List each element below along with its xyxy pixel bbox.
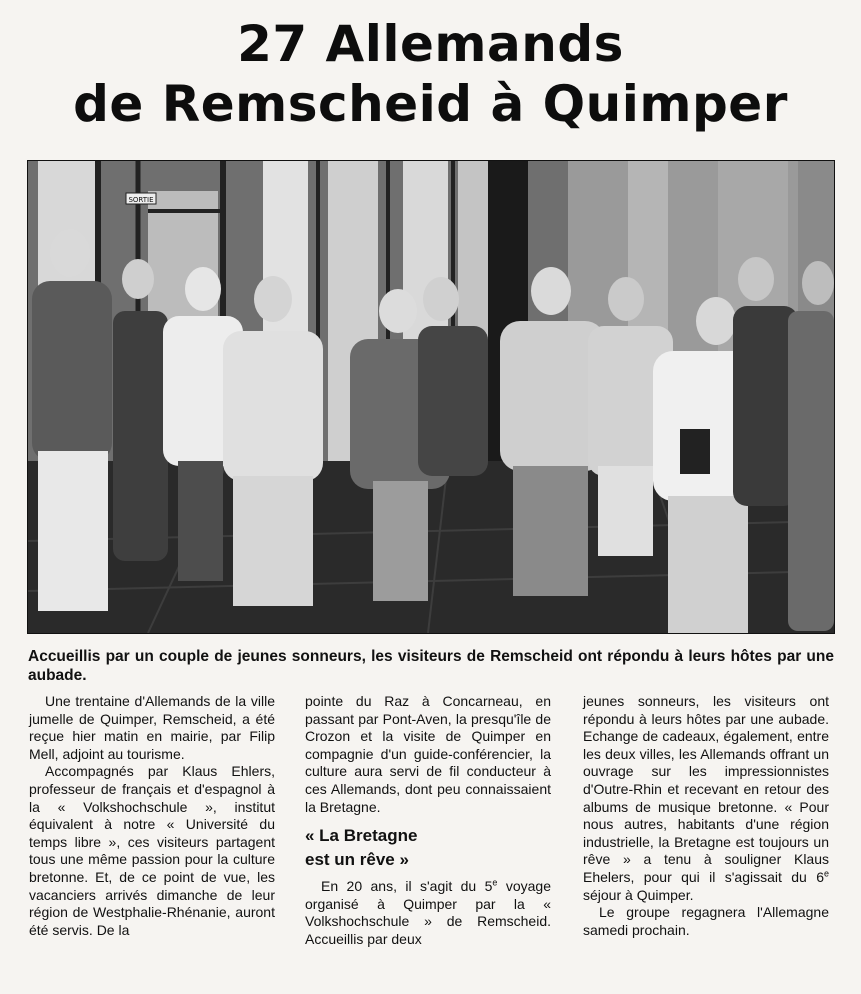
headline — [0, 14, 861, 134]
paragraph — [305, 878, 551, 948]
paragraph: Une trentaine d'Allemands de la ville jumelle de Quimper, Remscheid, a été reçue hier matin en mairie, par Filip Mell, adjoint au tourisme. — [29, 693, 275, 762]
headline-line-2: de Remscheid à Quimper — [73, 75, 788, 133]
group-photo — [27, 160, 835, 634]
photo-caption: Accueillis par un couple de jeunes sonneurs, les visiteurs de Remscheid ont répondu à leurs hôtes par une aubade. — [28, 648, 834, 684]
exit-sign-text: SORTIE — [128, 196, 154, 204]
subheading — [305, 824, 551, 872]
article-column-2 — [305, 693, 551, 949]
paragraph: pointe du Raz à Concarneau, en passant par Pont-Aven, la presqu'île de Crozon et la visite de Quimper en compagnie d'un guide-conférencier, la culture aura servi de fil conducteur à ces Allemands, dont peu connaissaient la Bretagne. — [305, 693, 551, 815]
subheading-line-2: est un rêve » — [305, 850, 409, 870]
headline-line-1: 27 Allemands — [237, 15, 624, 73]
paragraph — [583, 693, 829, 904]
paragraph: Le groupe regagnera l'Allemagne samedi prochain. — [583, 904, 829, 938]
ordinal-superscript: e — [492, 877, 498, 888]
text-run: voyage organisé à Quimper par la « Volkshochschule » de Remscheid. Accueillis par deux — [305, 878, 551, 947]
ordinal-superscript: e — [823, 868, 829, 879]
article-column-1 — [29, 693, 275, 939]
text-run: En 20 ans, il s'agit du 5 — [321, 878, 493, 895]
text-run: jeunes sonneurs, les visiteurs ont répondu à leurs hôtes par une aubade. Echange de cadeaux, également, entre les deux villes, les Allemands offrant un ouvrage sur les impressionnistes d'Outre-Rhin et recevant en retour des albums de musique bretonne. « Pour nous autres, habitants d'une région industrielle, la Bretagne est toujours un rêve » a tenu à souligner Klaus Ehelers, pour qui il s'agissait du 6 — [583, 693, 829, 885]
article-column-3 — [583, 693, 829, 939]
text-run: séjour à Quimper. — [583, 886, 694, 903]
subheading-line-1: « La Bretagne — [305, 826, 418, 846]
paragraph: Accompagnés par Klaus Ehlers, professeur de français et d'espagnol à la « Volkshochschule », institut équivalent à notre « Université du temps libre », ces visiteurs partagent tous une même passion pour la culture bretonne. Et, de ce point de vue, les vacanciers arrivés dimanche de leur région de Westphalie-Rhénanie, auront été servis. De la — [29, 763, 275, 938]
